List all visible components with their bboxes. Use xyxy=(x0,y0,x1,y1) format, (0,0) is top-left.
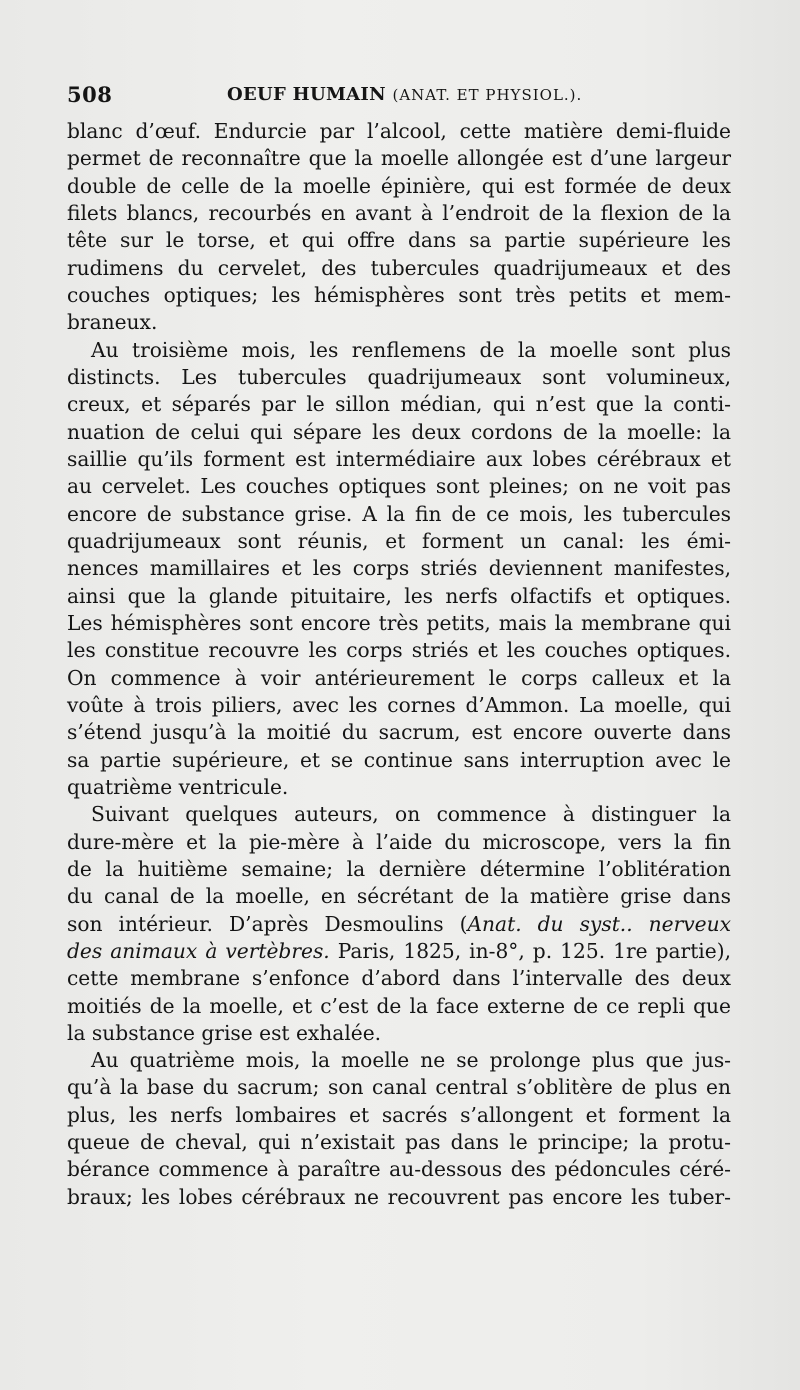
line-text: rudimens du cervelet, des tubercules quadrijumeaux et des xyxy=(67,255,731,280)
line-text: moitiés de la moelle, et c’est de la face externe de ce repli que xyxy=(67,993,731,1018)
line-text: filets blancs, recourbés en avant à l’endroit de la flexion de la xyxy=(67,200,731,225)
line-text: la substance grise est exhalée. xyxy=(67,1020,382,1045)
line-text: saillie qu’ils forment est intermédiaire aux lobes cérébraux et xyxy=(67,446,731,471)
text-line xyxy=(67,528,731,555)
text-line xyxy=(67,555,731,582)
line-text: double de celle de la moelle épinière, qui est formée de deux xyxy=(67,173,731,198)
text-line xyxy=(67,282,731,309)
running-head xyxy=(227,84,582,105)
line-text: plus, les nerfs lombaires et sacrés s’allongent et forment la xyxy=(67,1102,731,1127)
line-text: bérance commence à paraître au-dessous des pédoncules céré- xyxy=(67,1157,731,1182)
line-text: permet de reconnaître que la moelle allongée est d’une largeur xyxy=(67,146,731,171)
text-line xyxy=(67,364,731,391)
line-text: quatrième ventricule. xyxy=(67,774,289,799)
line-text: On commence à voir antérieurement le corps calleux et la xyxy=(67,665,731,690)
text-line xyxy=(67,911,731,938)
line-text: tête sur le torse, et qui offre dans sa partie supérieure les xyxy=(67,228,731,253)
line-text: de la huitième semaine; la dernière détermine l’oblitération xyxy=(67,856,731,881)
text-line xyxy=(67,829,731,856)
text-line xyxy=(67,118,731,145)
text-line xyxy=(67,173,731,200)
line-text: qu’à la base du sacrum; son canal central s’oblitère de plus en xyxy=(67,1075,731,1100)
text-line xyxy=(67,255,731,282)
line-text: Au troisième mois, les renflemens de la moelle sont plus xyxy=(91,337,731,362)
line-text: nuation de celui qui sépare les deux cordons de la moelle: la xyxy=(67,419,731,444)
line-text: sa partie supérieure, et se continue sans interruption avec le xyxy=(67,747,731,772)
text-line xyxy=(67,583,731,610)
line-text: encore de substance grise. A la fin de ce mois, les tubercules xyxy=(67,501,731,526)
line-italic-text: Anat. du syst.. nerveux xyxy=(467,911,731,936)
text-line xyxy=(67,774,731,801)
line-text: quadrijumeaux sont réunis, et forment un canal: les émi- xyxy=(67,528,731,553)
text-line xyxy=(67,391,731,418)
text-line xyxy=(67,446,731,473)
line-text: couches optiques; les hémisphères sont très petits et mem- xyxy=(67,282,731,307)
line-text: Suivant quelques auteurs, on commence à distinguer la xyxy=(91,802,731,827)
text-line xyxy=(67,665,731,692)
text-line xyxy=(67,337,731,364)
text-line xyxy=(67,965,731,992)
page-number: 508 xyxy=(67,82,113,107)
text-line xyxy=(67,1102,731,1129)
text-line xyxy=(67,1074,731,1101)
line-text: s’étend jusqu’à la moitié du sacrum, est encore ouverte dans xyxy=(67,720,731,745)
line-text: Les hémisphères sont encore très petits, mais la membrane qui xyxy=(67,610,731,635)
text-line xyxy=(67,309,731,336)
text-line xyxy=(67,938,731,965)
text-line xyxy=(67,883,731,910)
text-line xyxy=(67,473,731,500)
line-text: cette membrane s’enfonce d’abord dans l’intervalle des deux xyxy=(67,966,731,991)
line-italic-text: des animaux à vertèbres. xyxy=(67,938,330,963)
text-line xyxy=(67,747,731,774)
text-line xyxy=(67,692,731,719)
text-line xyxy=(67,801,731,828)
line-text: son intérieur. D’après Desmoulins ( xyxy=(67,911,468,936)
line-text: voûte à trois piliers, avec les cornes d’Ammon. La moelle, qui xyxy=(67,692,731,717)
line-text: braux; les lobes cérébraux ne recouvrent pas encore les tuber- xyxy=(67,1184,731,1209)
line-text: dure-mère et la pie-mère à l’aide du microscope, vers la fin xyxy=(67,829,731,854)
line-text-after: Paris, 1825, in-8°, p. 125. 1re partie), xyxy=(329,938,731,963)
text-line xyxy=(67,1156,731,1183)
text-line xyxy=(67,145,731,172)
text-line xyxy=(67,200,731,227)
line-text: les constitue recouvre les corps striés et les couches optiques. xyxy=(67,638,731,663)
text-line xyxy=(67,419,731,446)
text-line xyxy=(67,856,731,883)
line-text: queue de cheval, qui n’existait pas dans le principe; la protu- xyxy=(67,1130,731,1155)
running-head-title: OEUF HUMAIN xyxy=(227,84,386,105)
text-line xyxy=(67,1184,731,1211)
line-text: braneux. xyxy=(67,310,158,335)
running-head-subtitle: (ANAT. ET PHYSIOL.). xyxy=(392,86,583,104)
body-text xyxy=(67,118,731,1211)
line-text: au cervelet. Les couches optiques sont pleines; on ne voit pas xyxy=(67,474,731,499)
text-line xyxy=(67,501,731,528)
line-text: creux, et séparés par le sillon médian, qui n’est que la conti- xyxy=(67,392,731,417)
line-text: ainsi que la glande pituitaire, les nerfs olfactifs et optiques. xyxy=(67,583,731,608)
line-text: blanc d’œuf. Endurcie par l’alcool, cette matière demi-fluide xyxy=(67,119,731,143)
line-text: Au quatrième mois, la moelle ne se prolonge plus que jus- xyxy=(91,1048,731,1073)
text-line xyxy=(67,227,731,254)
text-line xyxy=(67,1047,731,1074)
page-header xyxy=(67,82,731,114)
text-line xyxy=(67,1129,731,1156)
line-text: nences mamillaires et les corps striés deviennent manifestes, xyxy=(67,556,731,581)
text-line xyxy=(67,637,731,664)
text-line xyxy=(67,719,731,746)
line-text: du canal de la moelle, en sécrétant de la matière grise dans xyxy=(67,884,731,909)
text-line xyxy=(67,610,731,637)
text-line xyxy=(67,1020,731,1047)
text-line xyxy=(67,993,731,1020)
line-text: distincts. Les tubercules quadrijumeaux sont volumineux, xyxy=(67,364,731,389)
